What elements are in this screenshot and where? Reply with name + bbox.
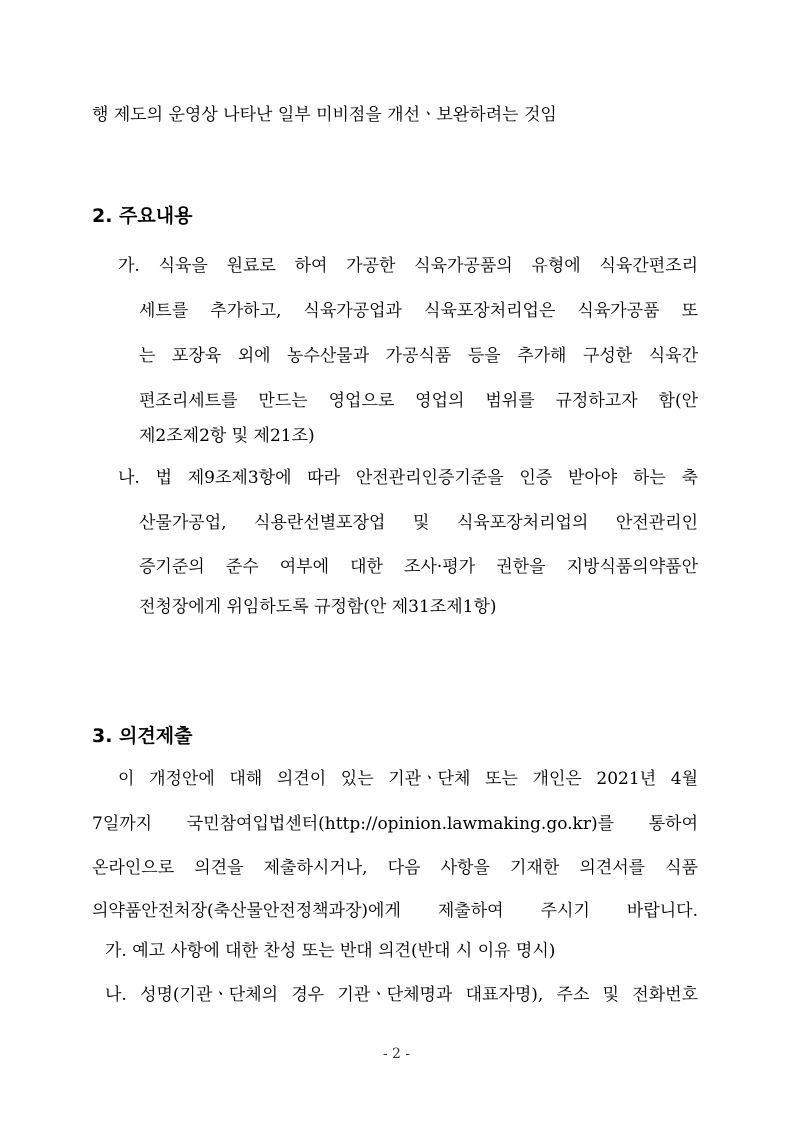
item-ga-line-4: 편조리세트를 만드는 영업으로 영업의 범위를 규정하고자 함(안 (139, 391, 698, 411)
opinion-paragraph-line-3: 온라인으로 의견을 제출하시거나, 다음 사항을 기재한 의견서를 식품 (92, 858, 698, 878)
item-ga-line-3: 는 포장육 외에 농수산물과 가공식품 등을 추가해 구성한 식육간 (139, 346, 698, 366)
opinion-item-na: 나. 성명(기관ㆍ단체의 경우 기관ㆍ단체명과 대표자명), 주소 및 전화번호 (105, 985, 698, 1005)
page-number: - 2 - (382, 1046, 411, 1062)
intro-continuation-line: 행 제도의 운영상 나타난 일부 미비점을 개선ㆍ보완하려는 것임 (92, 105, 557, 125)
opinion-paragraph-line-4: 의약품안전처장(축산물안전정책과장)에게 제출하여 주시기 바랍니다. (92, 901, 698, 921)
opinion-paragraph-line-1: 이 개정안에 대해 의견이 있는 기관ㆍ단체 또는 개인은 2021년 4월 (118, 769, 698, 789)
item-na-line-1: 나. 법 제9조제3항에 따라 안전관리인증기준을 인증 받아야 하는 축 (118, 468, 698, 488)
section-2-heading: 2. 주요내용 (92, 205, 193, 227)
opinion-paragraph-line-2: 7일까지 국민참여입법센터(http://opinion.lawmaking.go.kr)를 통하여 (92, 814, 698, 834)
item-ga-line-2: 세트를 추가하고, 식육가공업과 식육포장처리업은 식육가공품 또 (139, 301, 698, 321)
opinion-item-ga: 가. 예고 사항에 대한 찬성 또는 반대 의견(반대 시 이유 명시) (105, 941, 556, 961)
item-ga-line-1: 가. 식육을 원료로 하여 가공한 식육가공품의 유형에 식육간편조리 (118, 256, 698, 276)
item-ga-line-5: 제2조제2항 및 제21조) (139, 426, 315, 446)
item-na-line-4: 전청장에게 위임하도록 규정함(안 제31조제1항) (139, 597, 497, 617)
item-na-line-2: 산물가공업, 식용란선별포장업 및 식육포장처리업의 안전관리인 (139, 513, 698, 533)
item-na-line-3: 증기준의 준수 여부에 대한 조사·평가 권한을 지방식품의약품안 (139, 557, 698, 577)
section-3-heading: 3. 의견제출 (92, 725, 193, 747)
